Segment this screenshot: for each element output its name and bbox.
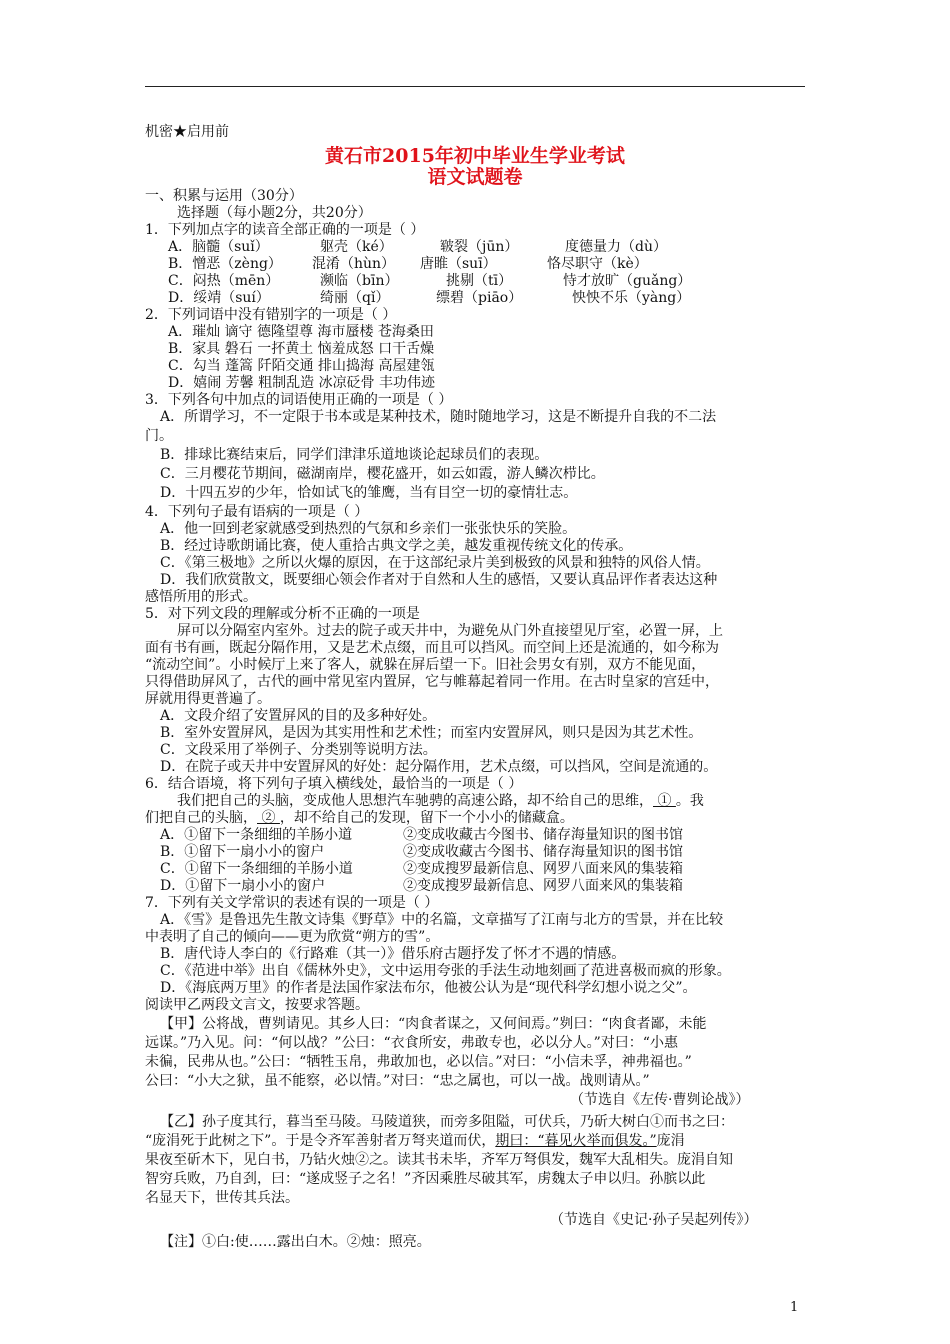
q7-option-d: D．《海底两万里》的作者是法国作家法布尔，他被公认为是“现代科学幻想小说之父”。	[160, 980, 697, 996]
page-number: 1	[790, 1300, 799, 1315]
passage-jia-line: 公曰：“小大之狱，虽不能察，必以情。”对曰：“忠之属也，可以一战。战则请从。”	[145, 1073, 650, 1089]
q2-option-c: C．勾当 蓬篙 阡陌交通 排山捣海 高屋建瓴	[168, 358, 435, 374]
q5-option-d: D．在院子或天井中安置屏风的好处：起分隔作用，艺术点缀，可以挡风，空间是流通的。	[160, 759, 718, 775]
q2-option-d: D．嬉闹 芳馨 粗制乱造 冰凉砭骨 丰功伟迹	[168, 375, 436, 391]
q5-option-b: B．室外安置屏风，是因为其实用性和艺术性；而室内安置屏风，则只是因为其艺术性。	[160, 725, 703, 741]
reading-intro: 阅读甲乙两段文言文，按要求答题。	[145, 997, 369, 1013]
passage-jia-source: （节选自《左传·曹刿论战》）	[570, 1092, 750, 1108]
question-5-stem: 5．对下列文段的理解或分析不正确的一项是	[145, 606, 420, 622]
q6-passage-line1: 我们把自己的头脑，变成他人思想汽车驰骋的高速公路，却不给自己的思维， ① 。我	[177, 793, 704, 809]
q4-option-a: A．他一回到老家就感受到热烈的气氛和乡亲们一张张快乐的笑脸。	[160, 521, 577, 537]
q6-option-b-2: ②变成收藏古今图书、储存海量知识的图书馆	[403, 844, 683, 860]
q4-option-d-line1: D．我们欣赏散文，既要细心领会作者对于自然和人生的感悟，又要认真品评作者表达这种	[160, 572, 718, 588]
annotation-note: 【注】①白:使……露出白木。②烛：照亮。	[160, 1234, 431, 1250]
passage-yi-line5: 名显天下，世传其兵法。	[145, 1190, 299, 1206]
q3-option-d: D．十四五岁的少年，恰如试飞的雏鹰，当有目空一切的豪情壮志。	[160, 485, 578, 501]
q5-passage-line: 屏可以分隔室内室外。过去的院子或天井中，为避免从门外直接望见厅室，必置一屏，上	[177, 623, 723, 639]
q6-option-d-2: ②变成搜罗最新信息、网罗八面来风的集装箱	[403, 878, 683, 894]
q2-option-b: B．家具 磐石 一抔黄土 恼羞成怒 口干舌燥	[168, 341, 435, 357]
q1-option-d-3: 缥碧（piāo）	[436, 290, 523, 306]
q3-option-b: B．排球比赛结束后，同学们津津乐道地谈论起球员们的表现。	[160, 447, 549, 463]
question-6-stem: 6．结合语境，将下列句子填入横线处，最恰当的一项是（ ）	[145, 776, 523, 792]
q6-passage-line2: 们把自己的头脑， ② ，却不给自己的发现，留下一个小小的储藏盒。	[145, 810, 574, 826]
q1-option-c-3: 挑剔（tī）	[446, 273, 513, 289]
q4-option-c: C．《第三极地》之所以火爆的原因，在于这部纪录片美到极致的风景和独特的风俗人情。	[160, 555, 710, 571]
underlined-phrase: 期曰：“暮见火举而俱发。”	[495, 1133, 657, 1149]
q6-option-a-1: A．①留下一条细细的羊肠小道	[160, 827, 353, 843]
question-7-stem: 7．下列有关文学常识的表述有误的一项是（ ）	[145, 895, 439, 911]
q5-passage-line: “流动空间”。小时候厅上来了客人，就躲在屏后望一下。旧社会男女有别，双方不能见面，	[145, 657, 706, 673]
q1-option-d-1: D．绥靖（suí）	[168, 290, 270, 306]
q7-option-a-line2: 中表明了自己的倾向——更为欣赏“朔方的雪”。	[145, 929, 440, 945]
question-3-stem: 3．下列各句中加点的词语使用正确的一项是（ ）	[145, 392, 453, 408]
q5-option-c: C．文段采用了举例子、分类别等说明方法。	[160, 742, 437, 758]
passage-jia-line: 【甲】公将战，曹刿请见。其乡人曰：“肉食者谋之，又何间焉。”刿曰：“肉食者鄙，未能	[160, 1016, 707, 1032]
passage-yi-line4: 智穷兵败，乃自刭，曰：“遂成竖子之名！”齐因乘胜尽破其军，虏魏太子申以归。孙膑以此	[145, 1171, 706, 1187]
q7-option-b: B．唐代诗人李白的《行路难（其一）》借乐府古题抒发了怀才不遇的情感。	[160, 946, 626, 962]
passage-yi-line3: 果夜至斫木下，见白书，乃钻火烛②之。读其书未毕，齐军万弩俱发，魏军大乱相失。庞涓自知	[145, 1152, 733, 1168]
q6-option-c-1: C．①留下一条细细的羊肠小道	[160, 861, 353, 877]
q6-option-c-2: ②变成搜罗最新信息、网罗八面来风的集装箱	[403, 861, 683, 877]
q1-option-a-4: 度德量力（dù）	[565, 239, 667, 255]
q3-option-a-line2: 门。	[145, 428, 173, 444]
q3-option-a-line1: A．所谓学习，不一定限于书本或是某种技术，随时随地学习，这是不断提升自我的不二法	[160, 409, 717, 425]
q5-passage-line: 面有书有画，既起分隔作用，又是艺术点缀，而且可以挡风。而空间上还是流通的，如今称为	[145, 640, 719, 656]
q1-option-b-3: 唐睢（suī）	[420, 256, 497, 272]
q2-option-a: A．璀灿 谪守 德隆望尊 海市蜃楼 苍海桑田	[168, 324, 434, 340]
q7-option-c: C．《范进中举》出自《儒林外史》，文中运用夸张的手法生动地刻画了范进喜极而疯的形象。	[160, 963, 731, 979]
header-rule	[145, 86, 805, 87]
q7-option-a-line1: A．《雪》是鲁迅先生散文诗集《野草》中的名篇，文章描写了江南与北方的雪景，并在比较	[160, 912, 724, 928]
exam-subtitle: 语文试题卷	[427, 166, 523, 188]
q1-option-c-1: C．闷热（mēn）	[168, 273, 280, 289]
q4-option-b: B．经过诗歌朗诵比赛，使人重拾古典文学之美，越发重视传统文化的传承。	[160, 538, 633, 554]
question-4-stem: 4．下列句子最有语病的一项是（ ）	[145, 504, 369, 520]
q1-option-b-1: B．憎恶（zèng）	[168, 256, 282, 272]
passage-yi-line1: 【乙】孙子度其行，暮当至马陵。马陵道狭，而旁多阻隘，可伏兵，乃斫大树白①而书之曰：	[160, 1114, 734, 1130]
q6-option-d-1: D．①留下一扇小小的窗户	[160, 878, 326, 894]
passage-yi-source: （节选自《史记·孙子吴起列传》）	[550, 1212, 758, 1228]
q1-option-d-2: 绮丽（qǐ）	[320, 290, 390, 306]
question-2-stem: 2．下列词语中没有错别字的一项是（ ）	[145, 307, 397, 323]
q3-option-c: C．三月樱花节期间，磁湖南岸，樱花盛开，如云如霞，游人鳞次栉比。	[160, 466, 605, 482]
q1-option-b-4: 恪尽职守（kè）	[547, 256, 648, 272]
question-1-stem: 1．下列加点字的读音全部正确的一项是（ ）	[145, 222, 425, 238]
q1-option-b-2: 混淆（hùn）	[312, 256, 396, 272]
section-subheading: 选择题（每小题2分，共20分）	[177, 205, 372, 221]
passage-yi-line2: “庞涓死于此树之下”。于是令齐军善射者万弩夹道而伏，期曰：“暮见火举而俱发。”庞涓	[145, 1133, 685, 1149]
q1-option-a-2: 躯壳（ké）	[320, 239, 393, 255]
exam-title: 黄石市2015年初中毕业生学业考试	[325, 145, 625, 167]
q1-option-c-4: 恃才放旷（guǎng）	[563, 273, 692, 289]
q1-option-a-3: 皲裂（jūn）	[440, 239, 519, 255]
blank-1: ①	[653, 793, 676, 809]
q4-option-d-line2: 感悟所用的形式。	[145, 589, 257, 605]
q6-option-a-2: ②变成收藏古今图书、储存海量知识的图书馆	[403, 827, 683, 843]
q5-passage-line: 只得借助屏风了，古代的画中常见室内置屏，它与帷幕起着同一作用。在古时皇家的宫廷中，	[145, 674, 719, 690]
confidential-label: 机密★启用前	[145, 124, 229, 140]
q1-option-d-4: 怏怏不乐（yàng）	[572, 290, 691, 306]
passage-jia-line: 未徧，民弗从也。”公曰：“牺牲玉帛，弗敢加也，必以信。”对曰：“小信未孚，神弗福也。”	[145, 1054, 692, 1070]
q5-option-a: A．文段介绍了安置屏风的目的及多种好处。	[160, 708, 437, 724]
blank-2: ②	[257, 810, 280, 826]
passage-jia-line: 远谋。”乃入见。问：“何以战？”公曰：“衣食所安，弗敢专也，必以分人。”对曰：“小惠	[145, 1035, 678, 1051]
q5-passage-line: 屏就用得更普遍了。	[145, 691, 271, 707]
q1-option-a-1: A．脑髓（suǐ）	[168, 239, 269, 255]
section-heading: 一、积累与运用（30分）	[145, 188, 303, 204]
q6-option-b-1: B．①留下一扇小小的窗户	[160, 844, 325, 860]
q1-option-c-2: 濒临（bīn）	[320, 273, 399, 289]
